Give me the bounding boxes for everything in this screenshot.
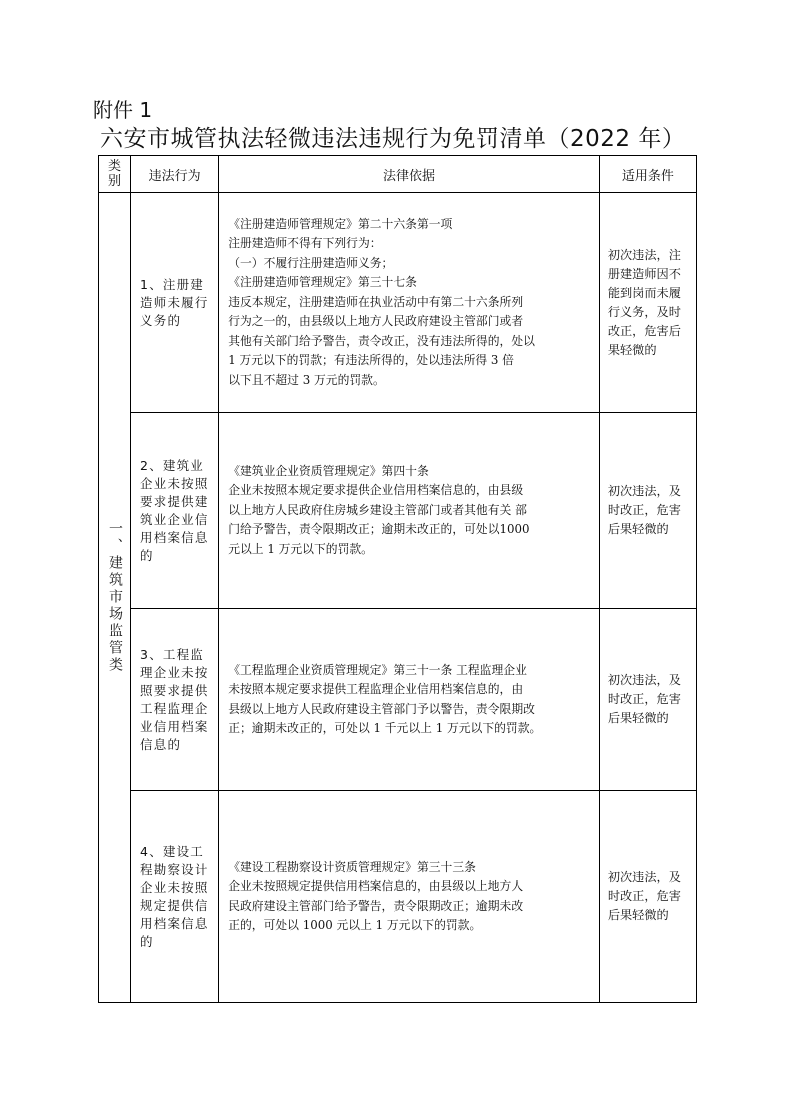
attachment-label: 附件 1 — [93, 98, 153, 122]
header-category — [99, 156, 131, 193]
penalty-exemption-table — [98, 155, 697, 1003]
header-violation: 违法行为 — [131, 156, 219, 193]
table-body — [99, 193, 697, 1003]
violation-cell: 3、工程监理企业未按照要求提供工程监理企业信用档案信息的 — [131, 609, 219, 791]
legal-basis-line: 违反本规定，注册建造师在执业活动中有第二十六条所列 — [228, 294, 524, 309]
violation-cell: 2、建筑业企业未按照要求提供建筑业企业信用档案信息的 — [131, 413, 219, 609]
legal-basis-line: 企业未按照本规定要求提供企业信用档案信息的，由县级 — [228, 483, 524, 498]
legal-basis-line: 行为之一的，由县级以上地方人民政府建设主管部门或者 — [228, 314, 524, 329]
legal-basis-cell — [219, 413, 600, 609]
legal-basis-line: 以下且不超过 3 万元的罚款。 — [228, 372, 385, 387]
category-cell — [99, 193, 131, 1003]
table-row — [99, 791, 697, 1003]
table-header-row — [99, 156, 697, 193]
legal-basis-line: 《建筑业企业资质管理规定》第四十条 — [228, 463, 429, 478]
legal-basis-line: 注册建造师不得有下列行为： — [228, 236, 382, 251]
table-row — [99, 193, 697, 413]
legal-basis-line: 县级以上地方人民政府建设主管部门予以警告，责令限期改 — [228, 701, 535, 716]
legal-basis-line: 元以上 1 万元以下的罚款。 — [228, 541, 373, 556]
legal-basis-line: 民政府建设主管部门给予警告，责令限期改正；逾期未改 — [228, 898, 524, 913]
legal-basis-line: 门给予警告，责令限期改正；逾期未改正的，可处以1000 — [228, 522, 530, 537]
document-title: 六安市城管执法轻微违法违规行为免罚清单（2022 年） — [100, 126, 686, 152]
legal-basis-line: 《注册建造师管理规定》第二十六条第一项 — [228, 216, 453, 231]
header-legal-basis: 法律依据 — [219, 156, 600, 193]
header-category-label: 类 别 — [108, 159, 122, 189]
legal-basis-line: 《注册建造师管理规定》第三十七条 — [228, 275, 417, 290]
legal-basis-cell — [219, 193, 600, 413]
legal-basis-cell — [219, 791, 600, 1003]
table-row — [99, 609, 697, 791]
condition-cell: 初次违法，及时改正，危害后果轻微的 — [599, 413, 696, 609]
condition-cell: 初次违法，注册建造师因不能到岗而未履行义务，及时改正，危害后果轻微的 — [599, 193, 696, 413]
legal-basis-cell — [219, 609, 600, 791]
legal-basis-line: 企业未按照规定提供信用档案信息的，由县级以上地方人 — [228, 879, 524, 893]
legal-basis-line: 其他有关部门给予警告，责令改正，没有违法所得的，处以 — [228, 333, 535, 348]
legal-basis-line: 未按照本规定要求提供工程监理企业信用档案信息的，由 — [228, 682, 524, 696]
table-row — [99, 413, 697, 609]
legal-basis-line: 正；逾期未改正的，可处以 1 千元以上 1 万元以下的罚款。 — [228, 721, 542, 735]
legal-basis-line: （一）不履行注册建造师义务； — [228, 255, 394, 270]
condition-cell: 初次违法，及时改正，危害后果轻微的 — [599, 609, 696, 791]
condition-cell: 初次违法，及时改正，危害后果轻微的 — [599, 791, 696, 1003]
legal-basis-line: 《工程监理企业资质管理规定》第三十一条 工程监理企业 — [228, 662, 527, 677]
violation-cell: 4、建设工程勘察设计企业未按照规定提供信用档案信息的 — [131, 791, 219, 1003]
category-label: 一、建筑市场监管类 — [107, 521, 123, 674]
legal-basis-line: 1 万元以下的罚款；有违法所得的，处以违法所得 3 倍 — [228, 353, 514, 368]
legal-basis-line: 以上地方人民政府住房城乡建设主管部门或者其他有关 部 — [228, 502, 527, 517]
violation-cell: 1、注册建造师未履行义务的 — [131, 193, 219, 413]
header-condition: 适用条件 — [599, 156, 696, 193]
legal-basis-line: 《建设工程勘察设计资质管理规定》第三十三条 — [228, 859, 476, 874]
legal-basis-line: 正的，可处以 1000 元以上 1 万元以下的罚款。 — [228, 918, 482, 932]
